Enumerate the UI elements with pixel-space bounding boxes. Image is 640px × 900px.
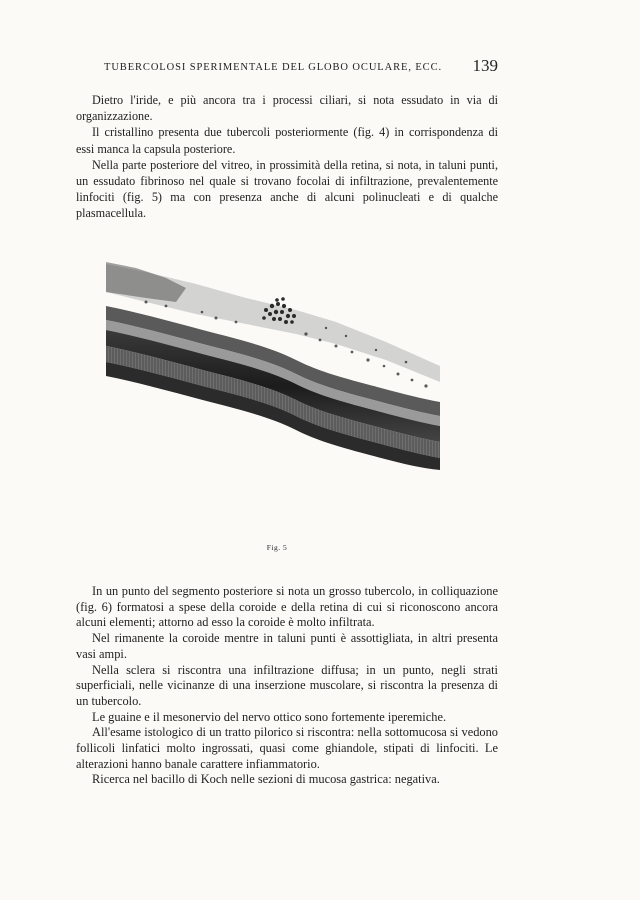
text-block-top	[76, 92, 498, 222]
paragraph: Le guaine e il mesonervio del nervo ottico sono fortemente iperemiche.	[92, 709, 447, 724]
paragraph: Nella parte posteriore del vitreo, in prossimità della retina, si nota, in taluni punti, un essudato fibrinoso nel quale si trovano focolai di infiltrazione, prevalentemente linfociti (fig. 5) ma con presenza anche di alcuni polinucleati e di qualche plasmacellula.	[76, 157, 498, 221]
paragraph: Nella sclera si riscontra una infiltrazione diffusa; in un punto, negli strati superficiali, nelle vicinanze di una inserzione muscolare, si riscontra la presenza di un tubercolo.	[76, 662, 498, 708]
text-block-bottom	[76, 584, 498, 788]
paragraph: Il cristallino presenta due tubercoli posteriormente (fig. 4) in corrispondenza di essi manca la capsula posteriore.	[76, 125, 498, 156]
micrograph-figure	[106, 262, 440, 470]
page-number: 139	[472, 56, 498, 75]
running-head	[104, 56, 498, 80]
figure-caption: Fig. 5	[266, 543, 288, 552]
running-title: TUBERCOLOSI SPERIMENTALE DEL GLOBO OCULARE, ECC.	[104, 62, 443, 73]
retina-micrograph-image	[106, 262, 440, 470]
paragraph: Ricerca nel bacillo di Koch nelle sezioni di mucosa gastrica: negativa.	[92, 772, 440, 787]
paragraph: All'esame istologico di un tratto pilorico si riscontra: nella sottomucosa si vedono follicoli linfatici molto ingrossati, quasi come ghiandole, stipati di linfociti. Le alterazioni hanno banale carattere infiammatorio.	[76, 725, 498, 771]
paragraph: In un punto del segmento posteriore si nota un grosso tubercolo, in colliquazione (fig. 6) formatosi a spese della coroide e della retina di cui si riconoscono ancora alcuni elementi; attorno ad esso la coroide è molto infiltrata.	[76, 584, 498, 630]
paragraph: Dietro l'iride, e più ancora tra i processi ciliari, si nota essudato in via di organizzazione.	[76, 93, 498, 124]
paragraph: Nel rimanente la coroide mentre in taluni punti è assottigliata, in altri presenta vasi ampi.	[76, 631, 498, 661]
